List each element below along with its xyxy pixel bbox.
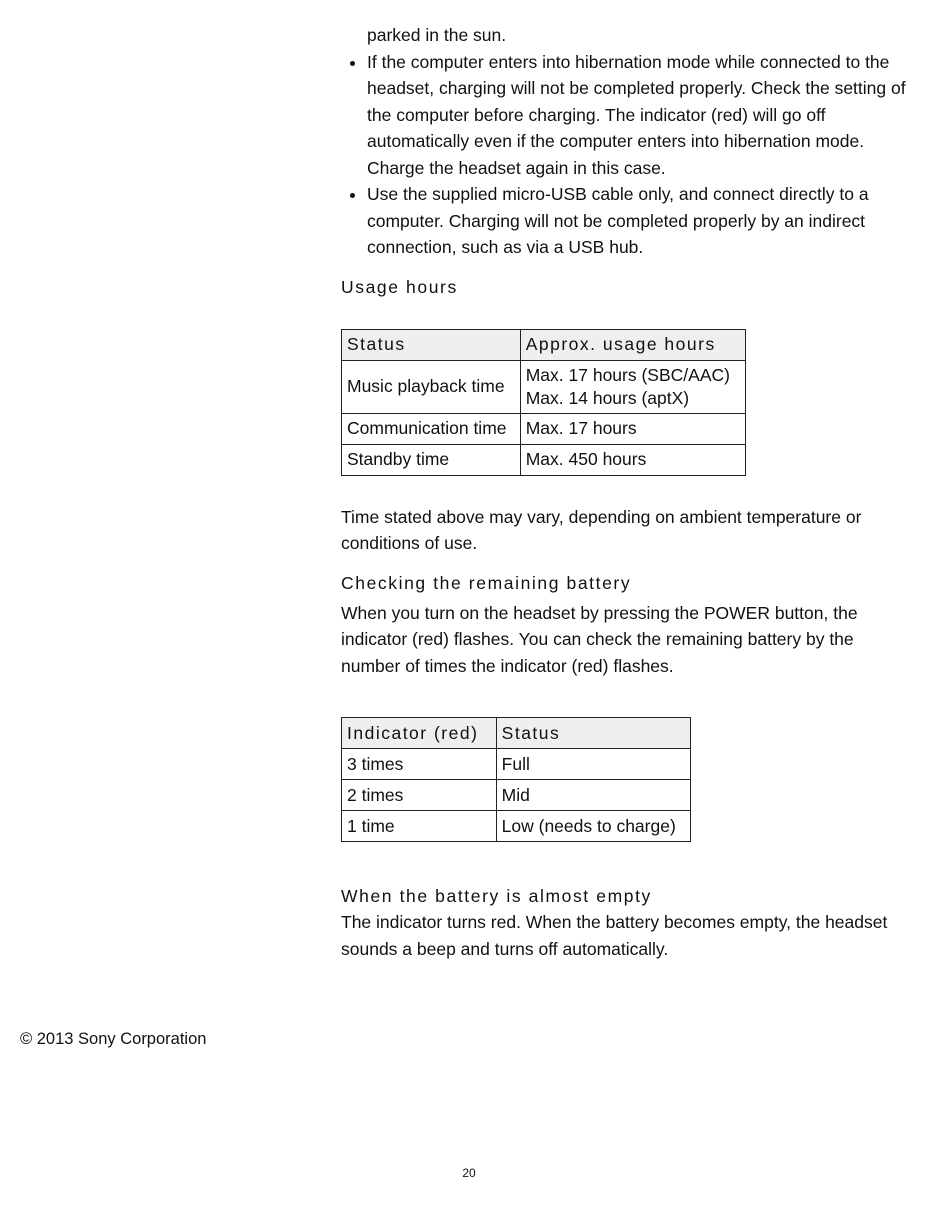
remaining-battery-heading: Checking the remaining battery — [341, 572, 632, 593]
column-header-hours: Approx. usage hours — [520, 329, 745, 360]
table-header-row — [342, 329, 746, 360]
table-row — [342, 413, 746, 444]
status-cell: Full — [496, 749, 690, 780]
hours-cell: Max. 450 hours — [520, 444, 745, 475]
column-header-indicator: Indicator (red) — [342, 718, 497, 749]
hours-value: Max. 14 hours (aptX) — [525, 387, 690, 408]
table-row — [342, 749, 691, 780]
usage-hours-heading: Usage hours — [341, 276, 458, 297]
continuation-text: parked in the sun. — [367, 25, 507, 45]
column-header-status: Status — [342, 329, 521, 360]
usage-hours-table — [341, 329, 746, 476]
hours-cell: Max. 17 hours — [520, 413, 745, 444]
table-row — [342, 360, 746, 413]
table-row — [342, 780, 691, 811]
status-cell: Mid — [496, 780, 690, 811]
remaining-battery-text: When you turn on the headset by pressing the POWER button, the indicator (red) flashes. You can check the remaining battery by the number of times the indicator (red) flashes. — [341, 602, 858, 676]
table-header-row — [342, 718, 691, 749]
copyright: © 2013 Sony Corporation — [20, 1030, 207, 1048]
hours-cell — [520, 360, 745, 413]
status-cell: Communication time — [342, 413, 521, 444]
precaution-item: • Use the supplied micro-USB cable only, and connect directly to a computer. Charging will not be completed properly by an indirect connection, such as via a USB hub. — [367, 181, 916, 261]
table-row — [342, 444, 746, 475]
page-number: 20 — [462, 1166, 476, 1180]
battery-empty-heading: When the battery is almost empty — [341, 886, 652, 906]
precaution-item: • If the computer enters into hibernation mode while connected to the headset, charging will not be completed properly. Check the setting of the computer before charging. The indicator (red) will go off automatically even if the computer enters into hibernation mode. Charge the headset again in this case. — [367, 49, 916, 182]
indicator-cell: 3 times — [342, 749, 497, 780]
status-cell: Music playback time — [342, 360, 521, 413]
usage-note: Time stated above may vary, depending on ambient temperature or conditions of use. — [341, 506, 862, 553]
battery-indicator-table — [341, 717, 691, 842]
status-cell: Standby time — [342, 444, 521, 475]
hours-value: Max. 17 hours (SBC/AAC) — [525, 364, 730, 385]
indicator-cell: 2 times — [342, 780, 497, 811]
battery-empty-text: The indicator turns red. When the battery becomes empty, the headset sounds a beep and turns off automatically. — [341, 912, 888, 959]
main-content — [341, 22, 916, 962]
precaution-list — [341, 49, 916, 261]
status-cell: Low (needs to charge) — [496, 811, 690, 842]
indicator-cell: 1 time — [342, 811, 497, 842]
column-header-status: Status — [496, 718, 690, 749]
table-row — [342, 811, 691, 842]
